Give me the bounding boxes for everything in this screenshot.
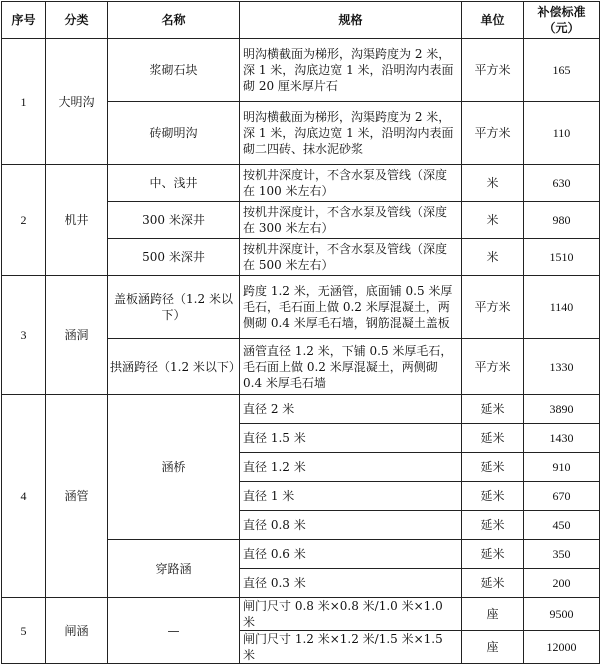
header-name: 名称 — [108, 2, 240, 39]
name-cell: 拱涵跨径（1.2 米以下） — [108, 339, 240, 395]
name-cell: 浆砌石块 — [108, 39, 240, 102]
unit-cell: 米 — [462, 239, 524, 276]
header-price: 补偿标准（元） — [524, 2, 600, 39]
name-cell: 300 米深井 — [108, 202, 240, 239]
category-cell: 机井 — [46, 165, 108, 276]
unit-cell: 座 — [462, 631, 524, 664]
unit-cell: 米 — [462, 165, 524, 202]
table-row — [2, 276, 600, 339]
unit-cell: 平方米 — [462, 102, 524, 165]
header-row — [2, 2, 600, 39]
spec-cell: 明沟横截面为梯形，沟渠跨度为 2 米，深 1 米，沟底边宽 1 米，沿明沟内表面砌 20 厘米厚片石 — [240, 39, 462, 102]
price-cell: 630 — [524, 165, 600, 202]
table-row — [2, 39, 600, 102]
spec-cell: 直径 0.3 米 — [240, 569, 462, 598]
category-cell: 涵洞 — [46, 276, 108, 395]
name-cell: — — [108, 598, 240, 664]
spec-cell: 闸门尺寸 1.2 米×1.2 米/1.5 米×1.5 米 — [240, 631, 462, 664]
price-cell: 1510 — [524, 239, 600, 276]
spec-cell: 明沟横截面为梯形，沟渠跨度为 2 米，深 1 米，沟底边宽 1 米，沿明沟内表面砌二四砖、抹水泥砂浆 — [240, 102, 462, 165]
price-cell: 1430 — [524, 424, 600, 453]
spec-cell: 直径 1 米 — [240, 482, 462, 511]
price-cell: 110 — [524, 102, 600, 165]
spec-cell: 跨度 1.2 米，无涵管，底面铺 0.5 米厚毛石，毛石面上做 0.2 米厚混凝土，两侧砌 0.4 米厚毛石墙，钢筋混凝土盖板 — [240, 276, 462, 339]
spec-cell: 直径 1.5 米 — [240, 424, 462, 453]
name-cell: 穿路涵 — [108, 540, 240, 598]
name-cell: 涵桥 — [108, 395, 240, 540]
unit-cell: 延米 — [462, 482, 524, 511]
price-cell: 165 — [524, 39, 600, 102]
unit-cell: 延米 — [462, 453, 524, 482]
spec-cell: 按机井深度计，不含水泵及管线（深度在 300 米左右） — [240, 202, 462, 239]
spec-cell: 直径 1.2 米 — [240, 453, 462, 482]
unit-cell: 延米 — [462, 511, 524, 540]
price-cell: 9500 — [524, 598, 600, 631]
unit-cell: 延米 — [462, 395, 524, 424]
price-cell: 350 — [524, 540, 600, 569]
seq-cell: 2 — [2, 165, 46, 276]
spec-cell: 直径 0.8 米 — [240, 511, 462, 540]
spec-cell: 按机井深度计，不含水泵及管线（深度在 500 米左右） — [240, 239, 462, 276]
spec-cell: 闸门尺寸 0.8 米×0.8 米/1.0 米×1.0 米 — [240, 598, 462, 631]
header-unit: 单位 — [462, 2, 524, 39]
price-cell: 910 — [524, 453, 600, 482]
spec-cell: 按机井深度计，不含水泵及管线（深度在 100 米左右） — [240, 165, 462, 202]
name-cell: 中、浅井 — [108, 165, 240, 202]
category-cell: 涵管 — [46, 395, 108, 598]
price-cell: 12000 — [524, 631, 600, 664]
price-cell: 3890 — [524, 395, 600, 424]
table-row — [2, 165, 600, 202]
price-cell: 450 — [524, 511, 600, 540]
price-cell: 980 — [524, 202, 600, 239]
unit-cell: 米 — [462, 202, 524, 239]
spec-cell: 直径 2 米 — [240, 395, 462, 424]
price-cell: 200 — [524, 569, 600, 598]
seq-cell: 3 — [2, 276, 46, 395]
price-cell: 670 — [524, 482, 600, 511]
unit-cell: 延米 — [462, 424, 524, 453]
header-category: 分类 — [46, 2, 108, 39]
category-cell: 大明沟 — [46, 39, 108, 165]
unit-cell: 延米 — [462, 569, 524, 598]
seq-cell: 5 — [2, 598, 46, 664]
spec-cell: 涵管直径 1.2 米，下铺 0.5 米厚毛石，毛石面上做 0.2 米厚混凝土，两侧砌 0.4 米厚毛石墙 — [240, 339, 462, 395]
unit-cell: 平方米 — [462, 39, 524, 102]
header-spec: 规格 — [240, 2, 462, 39]
price-cell: 1330 — [524, 339, 600, 395]
category-cell: 闸涵 — [46, 598, 108, 664]
seq-cell: 4 — [2, 395, 46, 598]
unit-cell: 座 — [462, 598, 524, 631]
table-row — [2, 395, 600, 424]
header-seq: 序号 — [2, 2, 46, 39]
name-cell: 砖砌明沟 — [108, 102, 240, 165]
seq-cell: 1 — [2, 39, 46, 165]
name-cell: 盖板涵跨径（1.2 米以下） — [108, 276, 240, 339]
spec-cell: 直径 0.6 米 — [240, 540, 462, 569]
unit-cell: 平方米 — [462, 339, 524, 395]
name-cell: 500 米深井 — [108, 239, 240, 276]
price-cell: 1140 — [524, 276, 600, 339]
unit-cell: 平方米 — [462, 276, 524, 339]
unit-cell: 延米 — [462, 540, 524, 569]
table-row — [2, 598, 600, 631]
compensation-table — [1, 1, 600, 664]
